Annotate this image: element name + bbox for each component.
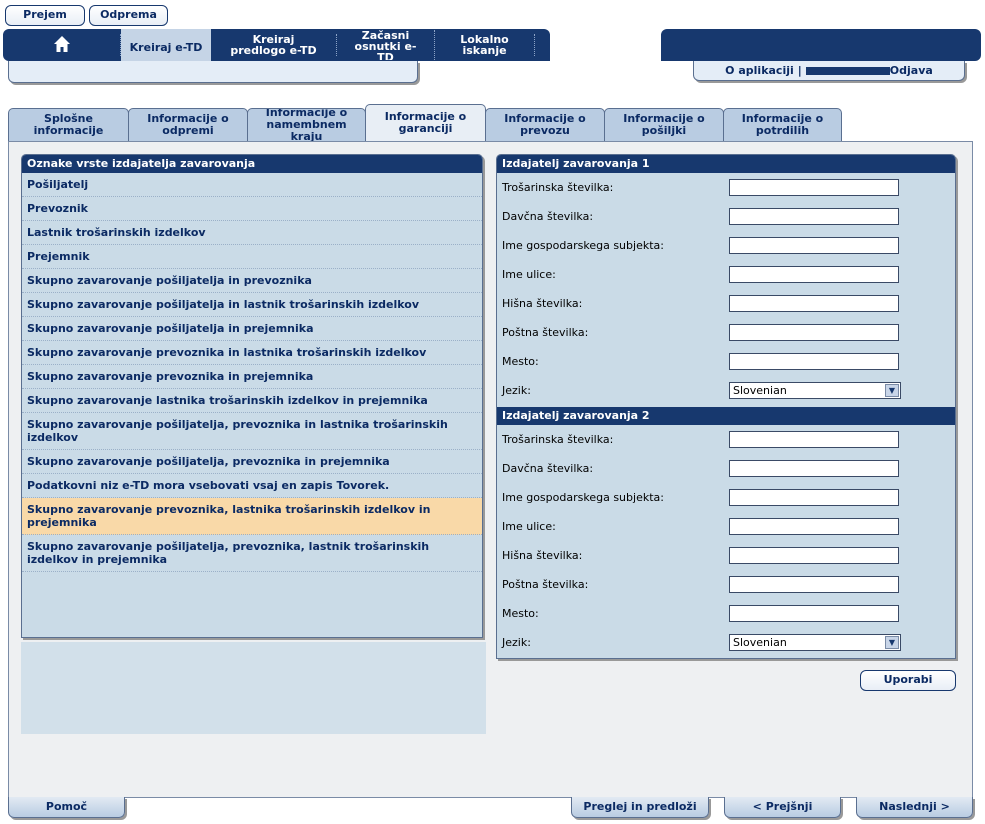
form-row <box>497 289 955 318</box>
language-select[interactable] <box>729 382 901 399</box>
form-row <box>497 483 955 512</box>
form-row <box>497 173 955 202</box>
guarantor-form-panel <box>496 154 956 659</box>
user-bar <box>806 67 890 75</box>
chevron-down-icon[interactable]: ▼ <box>885 384 899 397</box>
form-row <box>497 512 955 541</box>
tab-label: Informacije o pošiljki <box>623 112 705 137</box>
text-field[interactable] <box>729 179 899 196</box>
issuer1-form <box>497 173 955 405</box>
tab-label: Informacije o potrdilih <box>741 112 824 137</box>
guarantor-type-item[interactable]: Skupno zavarovanje prevoznika in prejemnika <box>22 365 482 389</box>
tab-splosne[interactable] <box>8 108 129 141</box>
form-row <box>497 454 955 483</box>
field-label: Hišna številka: <box>502 549 583 562</box>
form-row <box>497 376 955 405</box>
text-field[interactable] <box>729 489 899 506</box>
left-empty-area <box>21 642 486 734</box>
field-label: Trošarinska številka: <box>502 181 614 194</box>
nav-subbar <box>8 61 418 83</box>
guarantor-type-item[interactable]: Podatkovni niz e-TD mora vsebovati vsaj en zapis Tovorek. <box>22 474 482 498</box>
odprema-button[interactable]: Odprema <box>89 5 168 26</box>
field-label: Ime gospodarskega subjekta: <box>502 491 664 504</box>
guarantor-type-item[interactable]: Skupno zavarovanje pošiljatelja in prevoznika <box>22 269 482 293</box>
nav-kreiraj-etd[interactable]: Kreiraj e-TD <box>121 29 211 65</box>
tab-label: Informacije o prevozu <box>504 112 586 137</box>
right-menu <box>693 61 965 81</box>
field-label: Davčna številka: <box>502 210 594 223</box>
panel-title: Oznake vrste izdajatelja zavarovanja <box>22 155 482 173</box>
field-label: Poštna številka: <box>502 578 589 591</box>
nav-lokalno-iskanje[interactable] <box>435 34 535 56</box>
text-field[interactable] <box>729 295 899 312</box>
apply-button[interactable]: Uporabi <box>860 670 956 691</box>
guarantor-type-item[interactable]: Skupno zavarovanje pošiljatelja in prejemnika <box>22 317 482 341</box>
form-row <box>497 202 955 231</box>
guarantor-type-item[interactable]: Skupno zavarovanje pošiljatelja in lastnik trošarinskih izdelkov <box>22 293 482 317</box>
guarantor-type-item[interactable]: Pošiljatelj <box>22 173 482 197</box>
form-row <box>497 599 955 628</box>
guarantor-type-item[interactable]: Skupno zavarovanje pošiljatelja, prevoznika in prejemnika <box>22 450 482 474</box>
menu-separator: | <box>797 64 802 77</box>
guarantor-type-panel <box>21 154 483 638</box>
form-row <box>497 570 955 599</box>
tab-garancija[interactable] <box>365 104 486 141</box>
language-value: Slovenian <box>733 636 787 649</box>
tab-label: Informacije o garanciji <box>384 110 467 135</box>
field-label: Poštna številka: <box>502 326 589 339</box>
text-field[interactable] <box>729 605 899 622</box>
guarantor-type-item[interactable]: Skupno zavarovanje pošiljatelja, prevoznika in lastnika trošarinskih izdelkov <box>22 413 482 450</box>
review-submit-button[interactable]: Preglej in predloži <box>571 797 709 818</box>
tab-posiljka[interactable] <box>604 108 724 141</box>
form-row <box>497 231 955 260</box>
tab-label: Informacije o namembnem kraju <box>265 108 348 141</box>
form-row <box>497 425 955 454</box>
next-button[interactable]: Naslednji > <box>856 797 973 818</box>
guarantor-type-item[interactable]: Skupno zavarovanje lastnika trošarinskih izdelkov in prejemnika <box>22 389 482 413</box>
guarantor-type-list <box>22 173 482 572</box>
text-field[interactable] <box>729 237 899 254</box>
guarantor-type-item[interactable]: Lastnik trošarinskih izdelkov <box>22 221 482 245</box>
form-row <box>497 628 955 657</box>
field-label: Mesto: <box>502 355 539 368</box>
about-link[interactable]: O aplikaciji <box>725 64 794 77</box>
guarantor-type-item[interactable]: Prevoznik <box>22 197 482 221</box>
field-label: Hišna številka: <box>502 297 583 310</box>
field-label: Ime gospodarskega subjekta: <box>502 239 664 252</box>
text-field[interactable] <box>729 324 899 341</box>
prejem-button[interactable]: Prejem <box>5 5 85 26</box>
help-button[interactable]: Pomoč <box>8 797 125 818</box>
tab-prevoz[interactable] <box>485 108 605 141</box>
nav-label: Kreiraj predlogo e-TD <box>230 33 317 57</box>
home-icon <box>53 35 71 55</box>
field-label: Trošarinska številka: <box>502 433 614 446</box>
guarantor-type-item[interactable]: Skupno zavarovanje prevoznika, lastnika trošarinskih izdelkov in prejemnika <box>22 498 482 535</box>
nav-label: Začasni osnutki e-TD <box>354 30 417 60</box>
tab-odprema[interactable] <box>128 108 248 141</box>
field-label: Mesto: <box>502 607 539 620</box>
previous-button[interactable]: < Prejšnji <box>724 797 841 818</box>
nav-kreiraj-predlogo[interactable] <box>211 34 337 56</box>
form-row <box>497 347 955 376</box>
language-value: Slovenian <box>733 384 787 397</box>
text-field[interactable] <box>729 431 899 448</box>
chevron-down-icon[interactable]: ▼ <box>885 636 899 649</box>
tab-namembni-kraj[interactable] <box>247 108 366 141</box>
field-label: Ime ulice: <box>502 268 556 281</box>
guarantor-type-item[interactable]: Prejemnik <box>22 245 482 269</box>
nav-label: Lokalno iskanje <box>460 33 509 57</box>
text-field[interactable] <box>729 576 899 593</box>
main-nav <box>3 29 550 61</box>
tab-label: Splošne informacije <box>33 112 104 137</box>
field-label: Ime ulice: <box>502 520 556 533</box>
issuer2-title: Izdajatelj zavarovanja 2 <box>497 407 955 425</box>
form-row <box>497 260 955 289</box>
tabs <box>8 104 841 141</box>
form-row <box>497 318 955 347</box>
logout-link[interactable]: Odjava <box>889 64 933 77</box>
field-label: Jezik: <box>502 636 531 649</box>
text-field[interactable] <box>729 353 899 370</box>
text-field[interactable] <box>729 208 899 225</box>
home-button[interactable] <box>3 34 121 56</box>
tab-label: Informacije o odpremi <box>147 112 229 137</box>
issuer2-form <box>497 425 955 657</box>
form-row <box>497 541 955 570</box>
nav-zacasni-osnutki[interactable] <box>337 30 435 60</box>
text-field[interactable] <box>729 460 899 477</box>
right-header-bar <box>661 29 981 61</box>
issuer1-title: Izdajatelj zavarovanja 1 <box>497 155 955 173</box>
guarantor-type-item[interactable]: Skupno zavarovanje prevoznika in lastnika trošarinskih izdelkov <box>22 341 482 365</box>
language-select[interactable] <box>729 634 901 651</box>
guarantor-type-item[interactable]: Skupno zavarovanje pošiljatelja, prevoznika, lastnik trošarinskih izdelkov in prejemnika <box>22 535 482 572</box>
text-field[interactable] <box>729 547 899 564</box>
text-field[interactable] <box>729 518 899 535</box>
field-label: Jezik: <box>502 384 531 397</box>
text-field[interactable] <box>729 266 899 283</box>
field-label: Davčna številka: <box>502 462 594 475</box>
tab-potrdila[interactable] <box>723 108 842 141</box>
